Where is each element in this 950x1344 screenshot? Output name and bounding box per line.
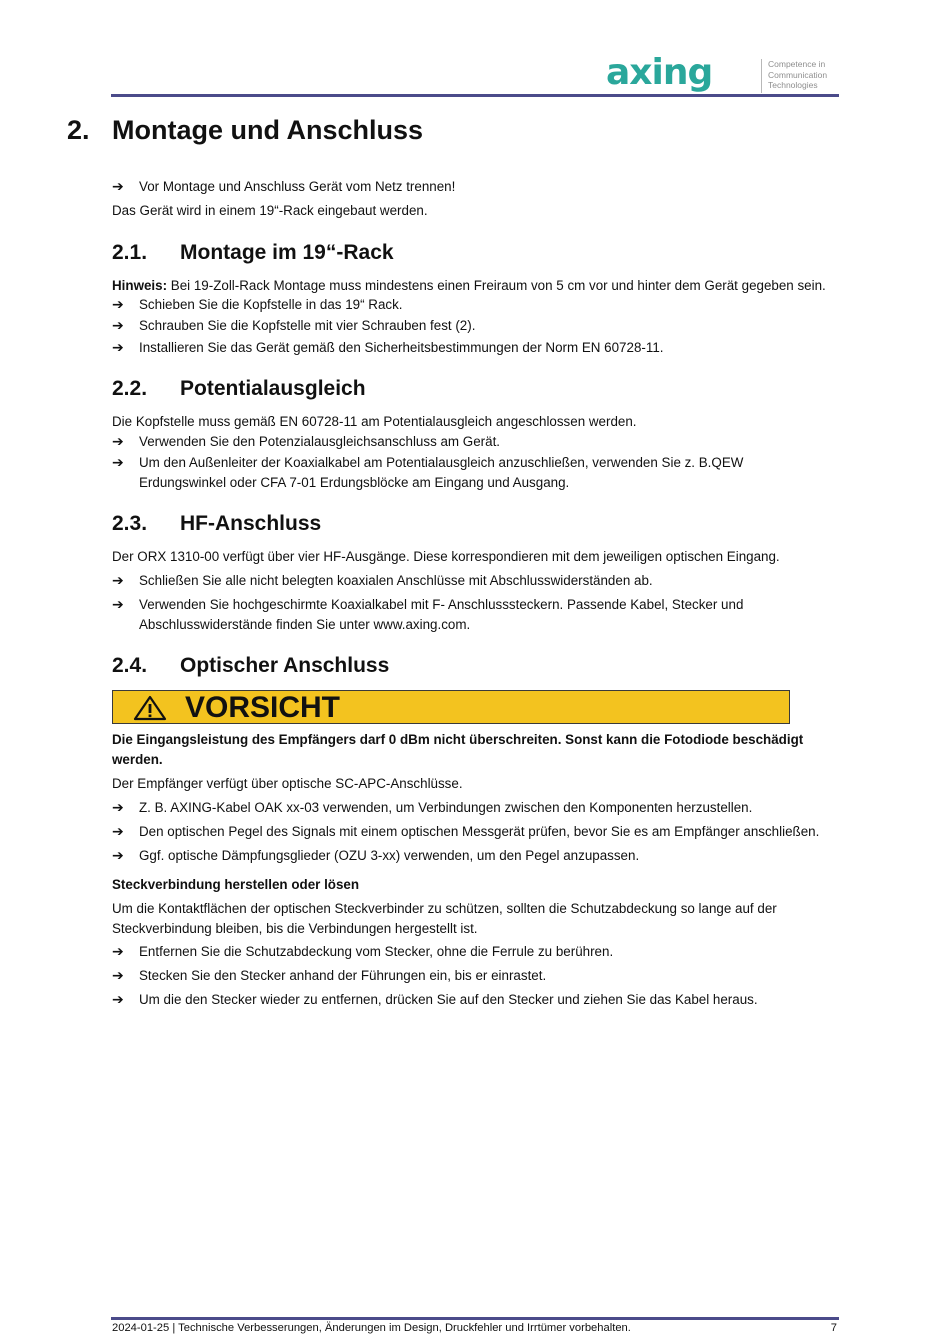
bullet-text: Ggf. optische Dämpfungsglieder (OZU 3-xx) verwenden, um den Pegel anzupassen. xyxy=(139,848,640,863)
list-item xyxy=(112,942,822,962)
bullet-text: Schließen Sie alle nicht belegten koaxialen Anschlüsse mit Abschlusswiderständen ab. xyxy=(139,573,653,588)
arrow-icon: ➔ xyxy=(112,339,124,355)
header-rule xyxy=(111,94,839,97)
company-logo xyxy=(606,52,838,96)
arrow-icon: ➔ xyxy=(112,967,124,983)
bullet-text: Schrauben Sie die Kopfstelle mit vier Schrauben fest (2). xyxy=(139,318,476,333)
note-text: Bei 19-Zoll-Rack Montage muss mindestens einen Freiraum von 5 cm vor und hinter dem Gerät gegeben sein. xyxy=(167,278,826,293)
paragraph: Der Empfänger verfügt über optische SC-APC-Anschlüsse. xyxy=(112,776,463,791)
arrow-icon: ➔ xyxy=(112,847,124,863)
note-label: Hinweis: xyxy=(112,278,168,293)
list-item xyxy=(112,966,822,986)
bullet-text: Installieren Sie das Gerät gemäß den Sicherheitsbestimmungen der Norm EN 60728-11. xyxy=(139,340,664,355)
list-item xyxy=(112,338,822,358)
list-item xyxy=(112,595,772,634)
arrow-icon: ➔ xyxy=(112,317,124,333)
list-item xyxy=(112,990,822,1010)
footer-disclaimer: 2024-01-25 | Technische Verbesserungen, Änderungen im Design, Druckfehler und Irrtümer vorbehalten. xyxy=(112,1322,631,1334)
bullet-text: Verwenden Sie den Potenzialausgleichsanschluss am Gerät. xyxy=(139,434,501,449)
subsection-title: Optischer Anschluss xyxy=(180,654,390,677)
arrow-icon: ➔ xyxy=(112,991,124,1007)
bullet-text: Den optischen Pegel des Signals mit einem optischen Messgerät prüfen, bevor Sie es am Empfänger anschließen. xyxy=(139,824,820,839)
warning-text: Die Eingangsleistung des Empfängers darf 0 dBm nicht überschreiten. Sonst kann die Fotodiode beschädigt werden. xyxy=(112,732,804,767)
bullet-text: Verwenden Sie hochgeschirmte Koaxialkabel mit F- Anschlusssteckern. Passende Kabel, Stecker und Abschlusswiderstände finden Sie unter www.axing.com. xyxy=(139,597,744,632)
arrow-icon: ➔ xyxy=(112,799,124,815)
subsection-number: 2.2. xyxy=(112,377,148,400)
section-title: Montage und Anschluss xyxy=(112,115,424,145)
subsection-title: HF-Anschluss xyxy=(180,512,322,535)
subsection-number: 2.1. xyxy=(112,241,148,264)
subsection-title: Montage im 19“-Rack xyxy=(180,241,394,264)
paragraph: Das Gerät wird in einem 19“-Rack eingebaut werden. xyxy=(112,203,428,218)
warning-banner xyxy=(112,690,790,724)
footer-rule xyxy=(111,1317,839,1320)
list-item xyxy=(112,432,822,452)
bullet-text: Vor Montage und Anschluss Gerät vom Netz trennen! xyxy=(139,179,456,194)
tagline-line: Competence in xyxy=(768,59,826,69)
sub-heading: Steckverbindung herstellen oder lösen xyxy=(112,877,360,892)
list-item xyxy=(112,822,822,842)
subsection-title: Potentialausgleich xyxy=(180,377,366,400)
subsection-number: 2.3. xyxy=(112,512,148,535)
list-item xyxy=(112,453,772,492)
bullet-text: Entfernen Sie die Schutzabdeckung vom Stecker, ohne die Ferrule zu berühren. xyxy=(139,944,614,959)
list-item xyxy=(112,316,822,336)
bullet-text: Stecken Sie den Stecker anhand der Führungen ein, bis er einrastet. xyxy=(139,968,547,983)
bullet-text: Z. B. AXING-Kabel OAK xx-03 verwenden, um Verbindungen zwischen den Komponenten herzustellen. xyxy=(139,800,753,815)
arrow-icon: ➔ xyxy=(112,296,124,312)
warning-triangle-icon xyxy=(133,695,167,721)
warning-label: VORSICHT xyxy=(185,691,341,724)
arrow-icon: ➔ xyxy=(112,596,124,612)
arrow-icon: ➔ xyxy=(112,572,124,588)
paragraph: Der ORX 1310-00 verfügt über vier HF-Ausgänge. Diese korrespondieren mit dem jeweiligen optischen Eingang. xyxy=(112,549,780,564)
logo-tagline xyxy=(768,59,827,91)
tagline-line: Technologies xyxy=(768,80,818,90)
list-item xyxy=(112,846,822,866)
list-item xyxy=(112,295,822,315)
list-item xyxy=(112,571,822,591)
arrow-icon: ➔ xyxy=(112,454,124,470)
tagline-line: Communication xyxy=(768,69,828,80)
list-item xyxy=(112,798,822,818)
logo-wordmark: axing xyxy=(606,52,713,93)
arrow-icon: ➔ xyxy=(112,823,124,839)
page-number: 7 xyxy=(830,1322,837,1334)
bullet-text: Schieben Sie die Kopfstelle in das 19“ Rack. xyxy=(139,297,403,312)
paragraph: Die Kopfstelle muss gemäß EN 60728-11 am Potentialausgleich angeschlossen werden. xyxy=(112,414,637,429)
section-number: 2. xyxy=(67,115,90,145)
subsection-number: 2.4. xyxy=(112,654,148,677)
paragraph: Um die Kontaktflächen der optischen Steckverbinder zu schützen, sollten die Schutzabdeckung so lange auf der Steckverbindung bleiben, bis die Verbindungen hergestellt ist. xyxy=(112,901,777,936)
list-item xyxy=(112,177,822,197)
logo-divider xyxy=(761,59,762,93)
arrow-icon: ➔ xyxy=(112,943,124,959)
arrow-icon: ➔ xyxy=(112,178,124,194)
bullet-text: Um den Außenleiter der Koaxialkabel am Potentialausgleich anzuschließen, verwenden Sie z. B.QEW Erdungswinkel oder CFA 7-01 Erdungsblöcke am Eingang und Ausgang. xyxy=(139,455,744,490)
bullet-text: Um die den Stecker wieder zu entfernen, drücken Sie auf den Stecker und ziehen Sie das Kabel heraus. xyxy=(139,992,758,1007)
note-paragraph xyxy=(112,276,842,296)
arrow-icon: ➔ xyxy=(112,433,124,449)
